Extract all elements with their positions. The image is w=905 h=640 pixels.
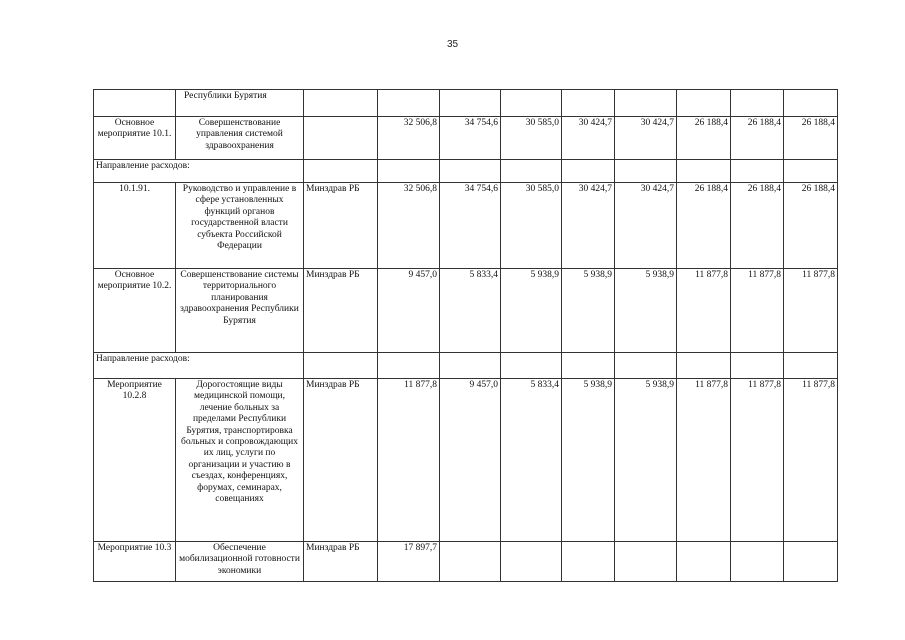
budget-table: [93, 89, 838, 582]
row-value: [784, 542, 838, 582]
row-value: 26 188,4: [731, 117, 784, 160]
empty-cell: [562, 353, 615, 379]
row-value: 30 424,7: [615, 117, 677, 160]
row-value: 26 188,4: [784, 183, 838, 269]
row-value: 5 938,9: [615, 269, 677, 353]
row-value: [615, 542, 677, 582]
row-value: [378, 90, 440, 117]
row-value: [731, 542, 784, 582]
row-value: 26 188,4: [677, 117, 731, 160]
section-label: Направление расходов:: [94, 353, 304, 379]
row-value: [731, 90, 784, 117]
row-value: 30 424,7: [562, 117, 615, 160]
row-value: 11 877,8: [731, 379, 784, 542]
row-name: Совершенствование системы территориального планирования здравоохранения Республики Бурятия: [176, 269, 304, 353]
empty-cell: [562, 160, 615, 183]
empty-cell: [501, 160, 562, 183]
row-value: 11 877,8: [784, 379, 838, 542]
empty-cell: [784, 160, 838, 183]
row-value: 30 585,0: [501, 117, 562, 160]
row-executor: Минздрав РБ: [304, 183, 378, 269]
row-code: Основное мероприятие 10.2.: [94, 269, 176, 353]
row-value: 5 938,9: [501, 269, 562, 353]
row-value: 9 457,0: [440, 379, 501, 542]
row-executor: Минздрав РБ: [304, 379, 378, 542]
row-value: 34 754,6: [440, 117, 501, 160]
empty-cell: [615, 353, 677, 379]
row-value: [501, 90, 562, 117]
row-code: Основное мероприятие 10.1.: [94, 117, 176, 160]
row-name: Руководство и управление в сфере установленных функций органов государственной власти субъекта Российской Федерации: [176, 183, 304, 269]
row-name: Обеспечение мобилизационной готовности экономики: [176, 542, 304, 582]
row-value: [615, 90, 677, 117]
row-name: Совершенствование управления системой здравоохранения: [176, 117, 304, 160]
row-value: 11 877,8: [731, 269, 784, 353]
row-value: [677, 542, 731, 582]
row-value: [440, 90, 501, 117]
row-value: 11 877,8: [677, 269, 731, 353]
row-code: Мероприятие 10.2.8: [94, 379, 176, 542]
empty-cell: [731, 353, 784, 379]
row-executor: Минздрав РБ: [304, 542, 378, 582]
row-value: 30 424,7: [562, 183, 615, 269]
table-row: [94, 269, 838, 353]
row-name: Дорогостоящие виды медицинской помощи, лечение больных за пределами Республики Бурятия, транспортировка больных и сопровождающих их лиц, услуги по организации и участию в съездах, конференциях, форумах, семинарах, совещаниях: [176, 379, 304, 542]
row-executor: Минздрав РБ: [304, 269, 378, 353]
row-code: Мероприятие 10.3: [94, 542, 176, 582]
row-value: 11 877,8: [378, 379, 440, 542]
row-value: 17 897,7: [378, 542, 440, 582]
row-value: [784, 90, 838, 117]
row-value: [562, 542, 615, 582]
empty-cell: [677, 160, 731, 183]
row-value: 5 833,4: [440, 269, 501, 353]
table-row: [94, 90, 838, 117]
row-value: 34 754,6: [440, 183, 501, 269]
section-label: Направление расходов:: [94, 160, 304, 183]
row-value: 5 938,9: [615, 379, 677, 542]
row-value: [440, 542, 501, 582]
empty-cell: [677, 353, 731, 379]
empty-cell: [304, 160, 378, 183]
row-value: 11 877,8: [677, 379, 731, 542]
section-row: [94, 353, 838, 379]
row-value: [562, 90, 615, 117]
empty-cell: [378, 160, 440, 183]
table-row: [94, 542, 838, 582]
row-value: 30 424,7: [615, 183, 677, 269]
empty-cell: [784, 353, 838, 379]
row-value: 30 585,0: [501, 183, 562, 269]
row-value: 5 938,9: [562, 379, 615, 542]
row-value: 11 877,8: [784, 269, 838, 353]
row-code: 10.1.91.: [94, 183, 176, 269]
row-code: [94, 90, 176, 117]
empty-cell: [615, 160, 677, 183]
empty-cell: [440, 353, 501, 379]
section-row: [94, 160, 838, 183]
empty-cell: [731, 160, 784, 183]
row-value: 5 938,9: [562, 269, 615, 353]
page-number: 35: [446, 39, 459, 50]
empty-cell: [304, 353, 378, 379]
row-value: 26 188,4: [731, 183, 784, 269]
empty-cell: [378, 353, 440, 379]
row-value: 26 188,4: [784, 117, 838, 160]
row-value: 26 188,4: [677, 183, 731, 269]
empty-cell: [501, 353, 562, 379]
row-name: Республики Бурятия: [176, 90, 304, 117]
table-row: [94, 117, 838, 160]
empty-cell: [440, 160, 501, 183]
row-value: 9 457,0: [378, 269, 440, 353]
row-value: 32 506,8: [378, 117, 440, 160]
table-row: [94, 379, 838, 542]
row-value: [677, 90, 731, 117]
table-row: [94, 183, 838, 269]
row-value: 32 506,8: [378, 183, 440, 269]
row-executor: [304, 90, 378, 117]
row-value: [501, 542, 562, 582]
row-value: 5 833,4: [501, 379, 562, 542]
row-executor: [304, 117, 378, 160]
